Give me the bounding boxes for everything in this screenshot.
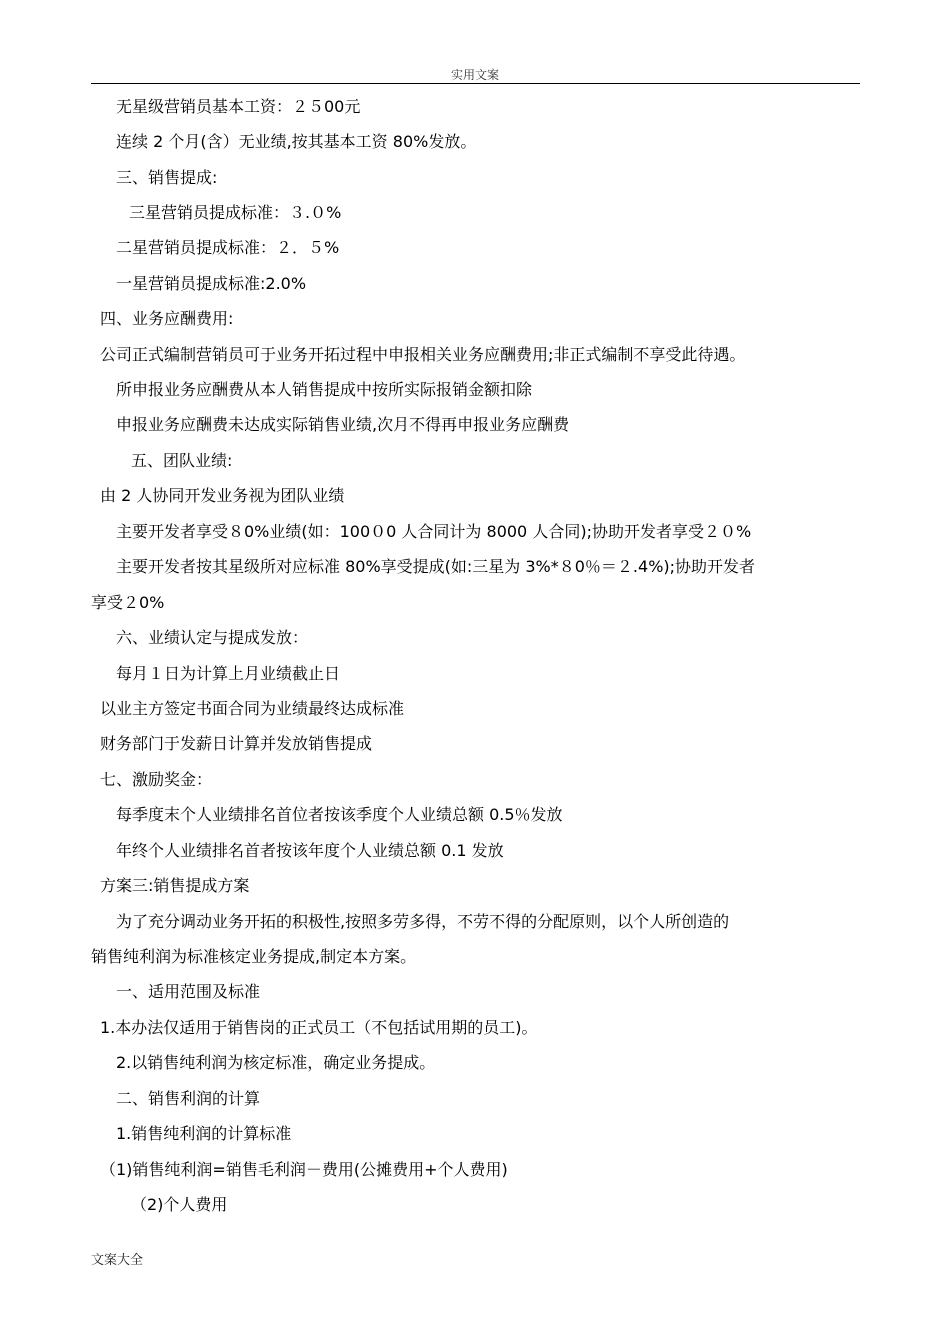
body-line: 每月１日为计算上月业绩截止日 [116, 664, 341, 683]
header-divider [91, 83, 860, 84]
section-heading: 七、激励奖金： [100, 770, 213, 789]
section-heading: 五、团队业绩: [131, 451, 233, 470]
body-line: 财务部门于发薪日计算并发放销售提成 [100, 734, 373, 753]
body-line: 为了充分调动业务开拓的积极性,按照多劳多得，不劳不得的分配原则，以个人所创造的 [116, 912, 730, 931]
body-line: 销售纯利润为标准核定业务提成,制定本方案。 [91, 947, 417, 966]
body-line: 以业主方签定书面合同为业绩最终达成标准 [100, 699, 405, 718]
body-line: 主要开发者按其星级所对应标准 80%享受提成(如:三星为 3%*８0％＝２.4%);协助开发者 [116, 557, 756, 576]
page-header: 实用文案 [450, 68, 499, 82]
body-line: 2.以销售纯利润为核定标准，确定业务提成。 [116, 1053, 436, 1072]
body-line: 年终个人业绩排名首者按该年度个人业绩总额 0.1 发放 [116, 841, 504, 860]
section-heading: 二、销售利润的计算 [116, 1089, 261, 1108]
section-heading: 三、销售提成: [116, 168, 218, 187]
body-line: 申报业务应酬费未达成实际销售业绩,次月不得再申报业务应酬费 [116, 415, 570, 434]
body-line: 1.销售纯利润的计算标准 [116, 1124, 292, 1143]
page-footer: 文案大全 [91, 1253, 144, 1268]
body-line: 1.本办法仅适用于销售岗的正式员工（不包括试用期的员工)。 [100, 1018, 538, 1037]
body-line: 无星级营销员基本工资：２５00元 [116, 97, 361, 116]
body-line: 每季度末个人业绩排名首位者按该季度个人业绩总额 0.5％发放 [116, 805, 563, 824]
body-line: 连续 2 个月(含）无业绩,按其基本工资 80%发放。 [116, 132, 477, 151]
body-line: 主要开发者享受８0%业绩(如：100０0 人合同计为 8000 人合同);协助开发者享受２０% [116, 522, 752, 541]
body-line: 由 2 人协同开发业务视为团队业绩 [100, 486, 345, 505]
section-heading: 六、业绩认定与提成发放： [116, 628, 309, 647]
section-heading: 四、业务应酬费用: [100, 309, 234, 328]
body-line: 一星营销员提成标准:2.0% [116, 274, 307, 293]
section-heading: 一、适用范围及标准 [116, 982, 261, 1001]
body-line: 二星营销员提成标准：２．５% [116, 238, 340, 257]
body-line: 享受２0% [91, 593, 165, 612]
body-line: 三星营销员提成标准：３.０% [129, 203, 342, 222]
body-line: （1)销售纯利润=销售毛利润－费用(公摊费用+个人费用) [100, 1160, 508, 1179]
section-heading: 方案三:销售提成方案 [100, 876, 250, 895]
body-line: 所申报业务应酬费从本人销售提成中按所实际报销金额扣除 [116, 380, 533, 399]
body-line: 公司正式编制营销员可于业务开拓过程中申报相关业务应酬费用;非正式编制不享受此待遇。 [100, 345, 746, 364]
body-line: （2)个人费用 [131, 1195, 228, 1214]
